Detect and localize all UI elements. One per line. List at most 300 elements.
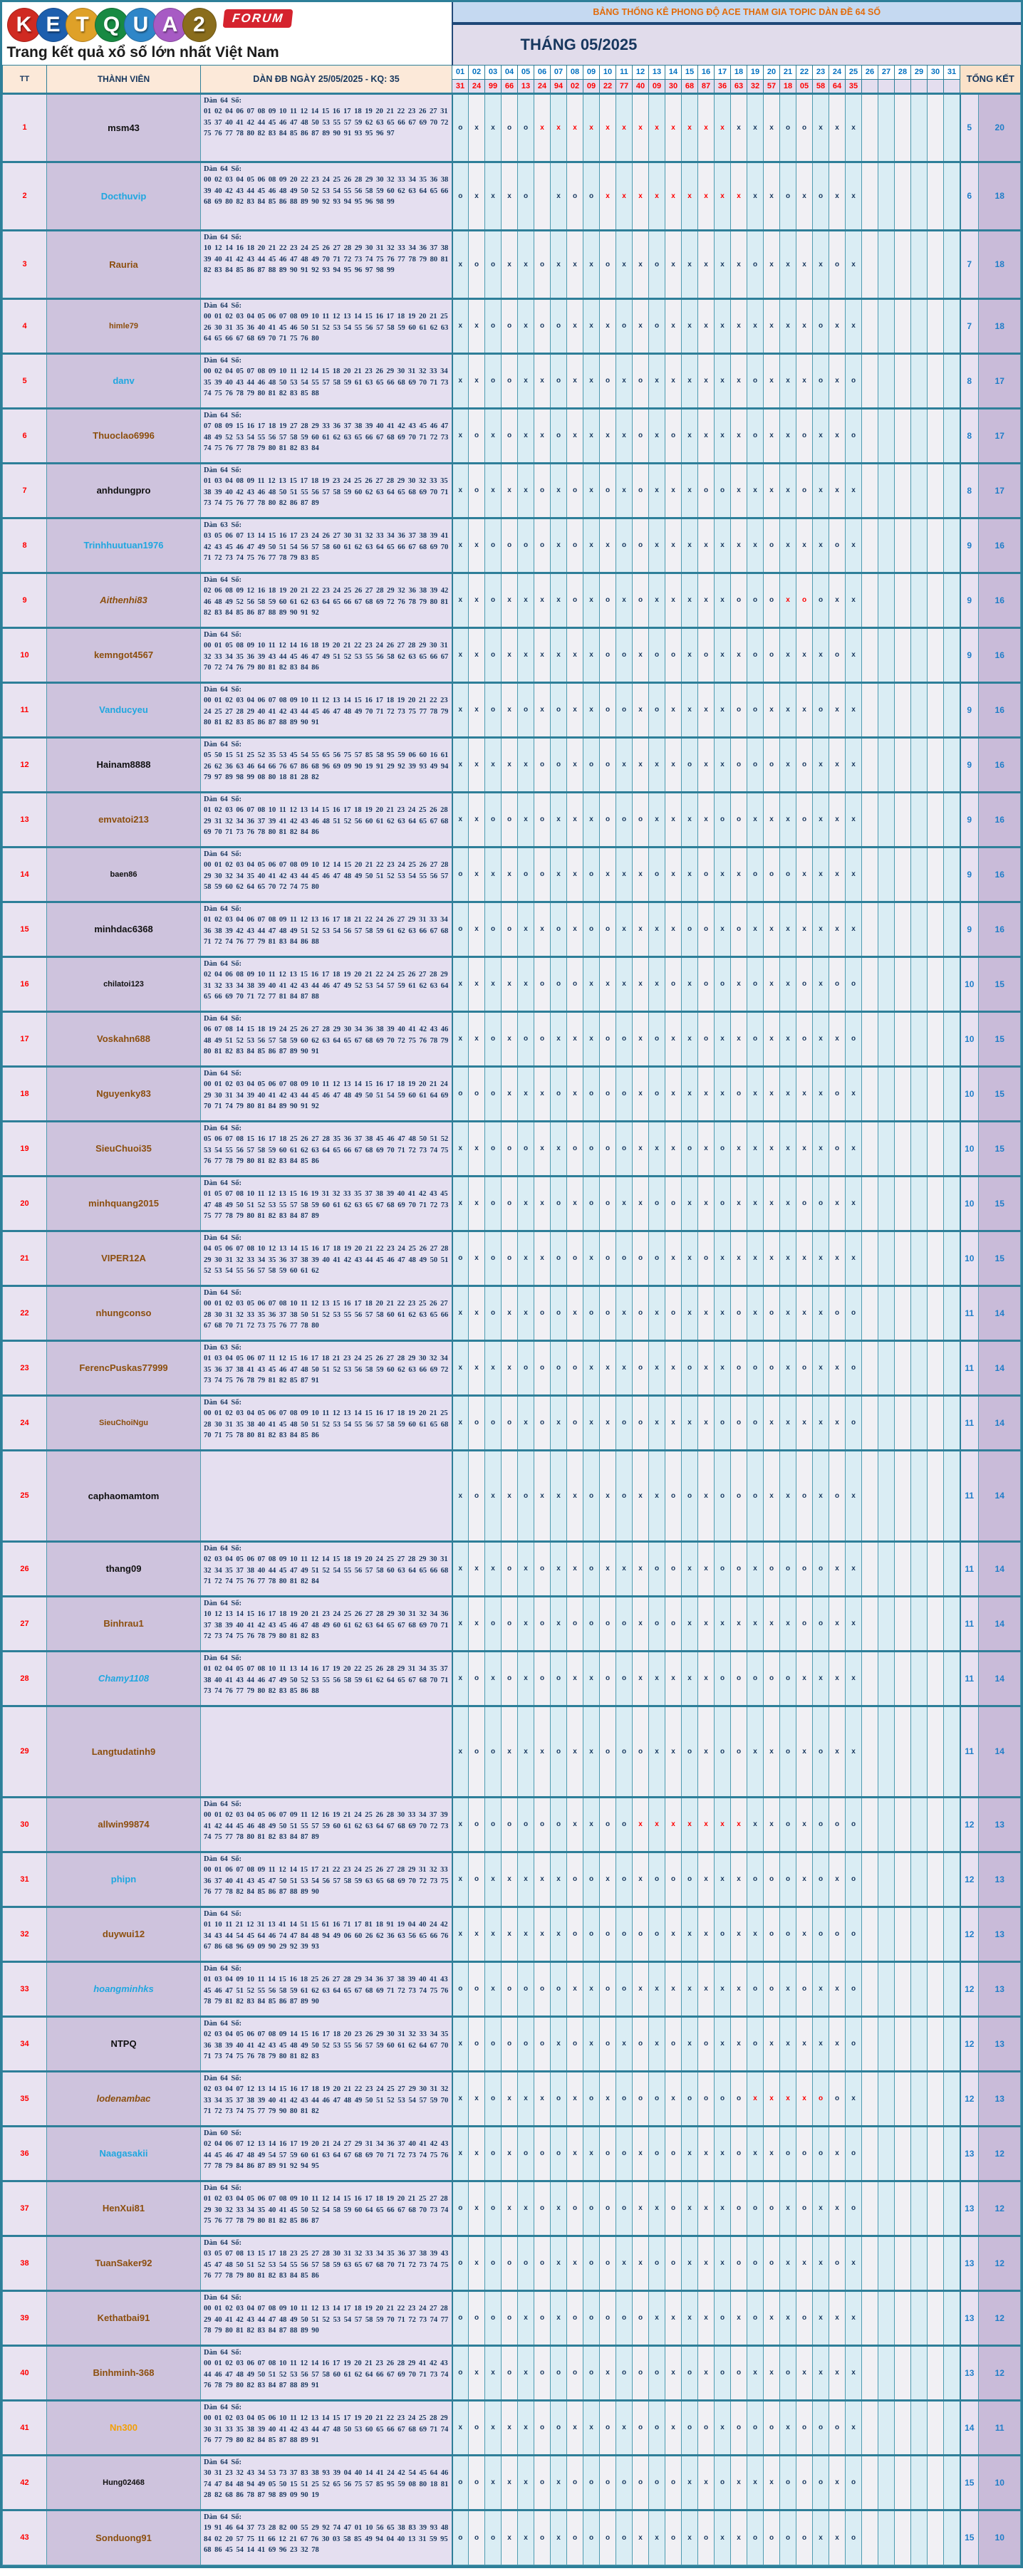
day-mark-cell [911,847,928,902]
day-mark-cell: o [567,1395,583,1450]
day-mark-cell: o [633,2345,649,2400]
day-mark-cell: o [616,1066,633,1121]
day-mark-cell: x [567,2236,583,2290]
dan-label: Dàn 64 Số: [204,1179,242,1187]
total-o-cell: 12 [960,1852,979,1907]
tt-cell: 19 [3,1121,47,1176]
day-mark-cell [911,902,928,956]
day-mark-cell [928,2126,944,2181]
day-mark-cell: o [600,2400,616,2455]
member-name-link[interactable]: phipn [47,1852,201,1907]
board-title: BẢNG THỐNG KÊ PHONG ĐỘ ACE THAM GIA TOPIC DÀN ĐỀ 64 SỐ [452,2,1021,24]
member-name-link[interactable]: SieuChuoi35 [47,1121,201,1176]
day-mark-cell: x [698,162,715,230]
day-mark-cell: x [846,2290,862,2345]
day-mark-cell: x [633,1176,649,1231]
day-mark-cell: o [649,682,665,737]
day-mark-cell: o [502,353,518,408]
day-mark-cell: x [682,2181,698,2236]
day-mark-cell: o [731,682,747,737]
day-mark-cell [911,1011,928,1066]
day-mark-cell [862,1852,878,1907]
day-mark-cell [944,1450,960,1541]
day-mark-cell: x [796,1286,813,1340]
day-mark-cell: o [600,2181,616,2236]
day-mark-cell: x [829,93,846,162]
day-mark-cell: x [567,2126,583,2181]
dan-numbers-cell [201,1395,452,1450]
dan-numbers-cell [201,230,452,298]
dan-numbers-cell [201,627,452,682]
day-mark-cell: x [633,93,649,162]
day-mark-cell: o [551,737,567,792]
day-mark-cell: o [747,2181,764,2236]
dan-number-list: 01 03 04 05 06 07 11 12 15 16 17 18 21 23 24 25 26 27 28 29 30 32 34 35 36 37 38 41 43 45 46 47 48 50 51 52 53 56 58 59 60 62 63 66 69 72 73 74 75 76 78 79 81 82 85 87 91 [204,1355,449,1385]
member-name-link[interactable]: Aithenhi83 [47,573,201,627]
day-mark-cell: x [633,1651,649,1706]
day-mark-cell: x [567,2071,583,2126]
day-mark-cell: x [715,353,731,408]
day-mark-cell: o [665,1852,682,1907]
dan-label: Dàn 64 Số: [204,630,242,639]
member-name-link[interactable]: Voskahn688 [47,1011,201,1066]
day-mark-cell: o [485,1011,502,1066]
day-mark-cell: o [583,2236,600,2290]
member-name-link[interactable]: Trinhhuutuan1976 [47,518,201,573]
day-mark-cell: o [780,1541,796,1596]
day-mark-cell: x [665,1231,682,1286]
total-x-cell: 14 [979,1651,1021,1706]
day-mark-cell: o [600,627,616,682]
member-name-link[interactable]: Hainam8888 [47,737,201,792]
day-header-cell: 28 [895,65,911,79]
day-mark-cell: x [665,1706,682,1797]
day-mark-cell: x [796,847,813,902]
day-mark-cell [895,1541,911,1596]
day-mark-cell: x [715,1231,731,1286]
member-name-link[interactable]: duywui12 [47,1907,201,1961]
day-mark-cell: o [796,1596,813,1651]
day-mark-cell: o [551,408,567,463]
day-mark-cell [862,2236,878,2290]
day-mark-cell [944,847,960,902]
day-mark-cell: x [534,353,551,408]
total-o-cell: 15 [960,2455,979,2510]
day-mark-cell [878,1231,895,1286]
day-mark-cell: o [485,1176,502,1231]
day-mark-cell: x [715,1852,731,1907]
member-name-link[interactable]: Binhrau1 [47,1596,201,1651]
day-header-cell: 12 [633,65,649,79]
member-row [3,2016,1021,2071]
member-name-link[interactable]: Hung02468 [47,2455,201,2510]
day-mark-cell: o [813,573,829,627]
day-mark-cell [928,93,944,162]
day-mark-cell: x [715,1340,731,1395]
day-mark-cell: o [715,956,731,1011]
day-mark-cell: o [469,230,485,298]
total-x-cell: 18 [979,298,1021,353]
day-mark-cell: o [715,1176,731,1231]
dan-label: Dàn 64 Số: [204,850,242,858]
logo-letter: U [124,8,158,42]
day-mark-cell [862,298,878,353]
day-header-cell: 22 [796,65,813,79]
total-x-cell: 13 [979,1852,1021,1907]
day-mark-cell: x [846,2345,862,2400]
day-mark-cell [895,1651,911,1706]
day-mark-cell [928,956,944,1011]
day-mark-cell [928,353,944,408]
day-mark-cell: o [452,2455,469,2510]
day-mark-cell [928,1286,944,1340]
logo-letter: K [7,8,41,42]
day-mark-cell [944,1286,960,1340]
day-mark-cell: o [813,1706,829,1797]
day-mark-cell: x [698,1651,715,1706]
member-name-link[interactable]: SieuChoiNgu [47,1395,201,1450]
day-mark-cell: o [485,2290,502,2345]
day-mark-cell: o [813,2126,829,2181]
day-mark-cell: x [583,1011,600,1066]
day-mark-cell: x [616,2236,633,2290]
day-mark-cell: x [829,2290,846,2345]
day-mark-cell: x [780,1340,796,1395]
total-x-cell: 14 [979,1706,1021,1797]
tt-cell: 14 [3,847,47,902]
day-mark-cell: x [764,1596,780,1651]
day-mark-cell: o [747,2290,764,2345]
day-mark-cell: x [485,2345,502,2400]
day-mark-cell [944,2455,960,2510]
member-name-link[interactable]: Naagasakii [47,2126,201,2181]
result-cell: 64 [829,79,846,93]
day-mark-cell: o [764,1340,780,1395]
day-mark-cell: x [682,573,698,627]
day-mark-cell [878,463,895,518]
day-mark-cell: o [747,1852,764,1907]
total-x-cell: 17 [979,408,1021,463]
day-mark-cell: x [813,792,829,847]
day-mark-cell: x [698,1340,715,1395]
day-mark-cell: o [616,1797,633,1852]
tt-cell: 5 [3,353,47,408]
day-mark-cell: x [485,408,502,463]
member-name-link[interactable]: Thuoclao6996 [47,408,201,463]
day-mark-cell [878,353,895,408]
day-mark-cell: o [846,2181,862,2236]
result-cell [895,79,911,93]
day-mark-cell: x [665,1066,682,1121]
day-mark-cell: x [731,956,747,1011]
member-name-link[interactable]: Langtudatinh9 [47,1706,201,1797]
day-mark-cell: x [452,1797,469,1852]
day-mark-cell [878,230,895,298]
day-mark-cell: x [665,162,682,230]
member-name-link[interactable]: emvatoi213 [47,792,201,847]
day-mark-cell: x [813,1286,829,1340]
day-header-cell: 16 [698,65,715,79]
day-mark-cell [862,1121,878,1176]
day-mark-cell: o [534,1286,551,1340]
member-name-link[interactable]: Rauria [47,230,201,298]
day-mark-cell: o [796,737,813,792]
total-x-cell: 12 [979,2236,1021,2290]
day-header-cell: 14 [665,65,682,79]
day-mark-cell [944,1541,960,1596]
day-mark-cell: x [764,1450,780,1541]
day-mark-cell: o [698,2510,715,2565]
member-name-link[interactable]: Nguyenky83 [47,1066,201,1121]
day-mark-cell: x [731,1797,747,1852]
day-mark-cell: o [600,573,616,627]
day-mark-cell [928,1340,944,1395]
total-x-cell: 10 [979,2455,1021,2510]
dan-numbers-cell [201,1286,452,1340]
day-mark-cell: o [813,1797,829,1852]
day-mark-cell: x [551,627,567,682]
day-mark-cell [895,1340,911,1395]
day-mark-cell: o [616,627,633,682]
day-mark-cell: x [764,1121,780,1176]
day-mark-cell: o [665,2236,682,2290]
member-name-link[interactable]: FerencPuskas77999 [47,1340,201,1395]
day-mark-cell: x [469,573,485,627]
day-mark-cell [944,298,960,353]
day-mark-cell: x [665,792,682,847]
day-mark-cell: x [731,1231,747,1286]
day-mark-cell: x [846,573,862,627]
day-mark-cell: x [502,1450,518,1541]
day-mark-cell [911,627,928,682]
day-mark-cell: x [813,737,829,792]
day-mark-cell [944,162,960,230]
day-mark-cell: o [633,353,649,408]
day-mark-cell: o [764,737,780,792]
day-mark-cell: o [715,1450,731,1541]
member-name-link[interactable]: Chamy1108 [47,1651,201,1706]
day-mark-cell: x [502,1852,518,1907]
dan-number-list: 01 05 07 08 10 11 12 13 15 16 19 31 32 33 35 37 38 39 40 41 42 43 45 47 48 49 50 51 52 53 55 57 58 59 60 61 62 63 65 67 68 69 70 71 72 73 75 77 78 79 80 81 82 83 84 87 89 [204,1190,449,1220]
day-mark-cell: o [796,408,813,463]
day-mark-cell: x [534,1450,551,1541]
dan-numbers-cell [201,2400,452,2455]
dan-number-list: 00 01 02 03 04 05 06 07 08 09 10 11 12 13 14 15 16 17 18 19 20 21 25 26 30 31 35 36 40 41 45 46 50 51 52 53 54 55 56 57 58 59 60 61 62 63 64 65 66 67 68 69 70 71 75 76 80 [204,313,449,343]
day-header-cell: 10 [600,65,616,79]
day-mark-cell: x [665,298,682,353]
day-mark-cell: x [747,792,764,847]
member-name-link[interactable]: lodenambac [47,2071,201,2126]
day-mark-cell: o [698,1231,715,1286]
result-cell: 58 [813,79,829,93]
day-mark-cell: o [485,573,502,627]
day-mark-cell: o [485,1395,502,1450]
member-name-link[interactable]: Vanducyeu [47,682,201,737]
day-mark-cell: x [764,2345,780,2400]
member-name-link[interactable]: Sonduong91 [47,2510,201,2565]
day-mark-cell: o [551,956,567,1011]
day-mark-cell [928,1596,944,1651]
tt-cell: 28 [3,1651,47,1706]
member-name-link[interactable]: Kethatbai91 [47,2290,201,2345]
member-name-link[interactable]: allwin99874 [47,1797,201,1852]
day-mark-cell: o [600,902,616,956]
member-name-link[interactable]: caphaomamtom [47,1450,201,1541]
dan-numbers-cell [201,682,452,737]
member-name-link[interactable]: msm43 [47,93,201,162]
day-mark-cell: x [502,2510,518,2565]
total-o-cell: 11 [960,1395,979,1450]
day-mark-cell [928,1907,944,1961]
day-mark-cell: o [846,2126,862,2181]
day-mark-cell: o [600,1907,616,1961]
member-name-link[interactable]: chilatoi123 [47,956,201,1011]
day-mark-cell [862,2290,878,2345]
day-mark-cell [911,1286,928,1340]
member-row [3,1121,1021,1176]
day-header-cell: 15 [682,65,698,79]
total-o-cell: 13 [960,2345,979,2400]
day-mark-cell: o [583,1596,600,1651]
day-mark-cell: x [583,1706,600,1797]
dan-numbers-cell [201,956,452,1011]
day-mark-cell: x [715,2510,731,2565]
day-mark-cell [878,2071,895,2126]
day-mark-cell: x [780,1121,796,1176]
day-mark-cell: x [649,1286,665,1340]
day-mark-cell: o [518,1121,534,1176]
day-mark-cell: o [846,1286,862,1340]
day-mark-cell: o [567,463,583,518]
day-mark-cell: o [600,1011,616,1066]
day-mark-cell: o [600,2126,616,2181]
member-name-link[interactable]: NTPQ [47,2016,201,2071]
day-mark-cell [878,2181,895,2236]
day-mark-cell: x [698,1797,715,1852]
day-mark-cell: x [567,902,583,956]
member-row [3,463,1021,518]
day-mark-cell: x [633,2236,649,2290]
member-name-link[interactable]: kemngot4567 [47,627,201,682]
total-o-cell: 6 [960,162,979,230]
member-name-link[interactable]: baen86 [47,847,201,902]
day-mark-cell: x [534,902,551,956]
day-mark-cell: o [649,627,665,682]
day-mark-cell: o [829,1121,846,1176]
day-mark-cell: o [846,1961,862,2016]
day-mark-cell: x [665,2400,682,2455]
day-mark-cell: x [583,1961,600,2016]
site-logo[interactable] [3,2,452,65]
member-name-link[interactable]: nhungconso [47,1286,201,1340]
day-mark-cell: o [633,1706,649,1797]
day-header-cell: 23 [813,65,829,79]
member-name-link[interactable]: thang09 [47,1541,201,1596]
day-mark-cell: o [665,627,682,682]
day-mark-cell: o [616,1961,633,2016]
day-mark-cell: o [534,1651,551,1706]
member-name-link[interactable]: minhquang2015 [47,1176,201,1231]
day-mark-cell: x [731,353,747,408]
day-mark-cell [928,1231,944,1286]
day-mark-cell: x [715,1596,731,1651]
day-mark-cell: o [796,1340,813,1395]
day-mark-cell: o [764,1907,780,1961]
member-name-link[interactable]: danv [47,353,201,408]
day-mark-cell: x [682,1651,698,1706]
day-mark-cell [944,573,960,627]
day-mark-cell: x [567,847,583,902]
day-mark-cell: x [583,2400,600,2455]
day-mark-cell: x [633,1852,649,1907]
day-mark-cell: x [502,1286,518,1340]
day-mark-cell: o [813,1907,829,1961]
day-mark-cell: o [747,1651,764,1706]
day-mark-cell [878,1797,895,1852]
total-x-cell: 12 [979,2290,1021,2345]
dan-numbers-cell [201,162,452,230]
member-name-link[interactable]: minhdac6368 [47,902,201,956]
result-cell: 94 [551,79,567,93]
day-mark-cell: x [813,1450,829,1541]
day-mark-cell: x [469,1286,485,1340]
day-mark-cell: o [502,93,518,162]
member-name-link[interactable]: Docthuvip [47,162,201,230]
day-mark-cell: x [846,1066,862,1121]
member-name-link[interactable]: TuanSaker92 [47,2236,201,2290]
member-name-link[interactable]: VIPER12A [47,1231,201,1286]
day-mark-cell [928,298,944,353]
day-mark-cell: x [698,1852,715,1907]
day-mark-cell [862,1286,878,1340]
day-mark-cell: x [698,298,715,353]
day-mark-cell: o [796,1011,813,1066]
day-mark-cell: o [502,298,518,353]
day-mark-cell: o [649,2455,665,2510]
day-mark-cell [878,737,895,792]
total-x-cell: 14 [979,1395,1021,1450]
day-mark-cell: o [747,2016,764,2071]
day-mark-cell: x [583,2016,600,2071]
day-mark-cell: x [583,463,600,518]
member-name-link[interactable]: Nn300 [47,2400,201,2455]
member-name-link[interactable]: HenXui81 [47,2181,201,2236]
day-mark-cell: x [715,162,731,230]
day-mark-cell: o [780,162,796,230]
member-name-link[interactable]: hoangminhks [47,1961,201,2016]
day-mark-cell: x [829,792,846,847]
day-mark-cell: x [813,847,829,902]
day-mark-cell: o [567,2510,583,2565]
total-o-cell: 10 [960,1011,979,1066]
day-mark-cell: o [485,1231,502,1286]
result-cell: 36 [715,79,731,93]
member-name-link[interactable]: himle79 [47,298,201,353]
day-mark-cell: o [649,1066,665,1121]
day-mark-cell [862,2181,878,2236]
dan-number-list: 05 50 15 51 25 52 35 53 45 54 55 65 56 75 57 85 58 95 59 06 60 16 61 26 62 36 63 46 64 66 76 67 86 68 96 69 09 90 19 91 29 92 39 93 49 94 79 97 89 98 99 08 80 18 81 28 82 [204,751,449,781]
day-mark-cell [895,1450,911,1541]
member-name-link[interactable]: anhdungpro [47,463,201,518]
day-mark-cell: o [747,737,764,792]
member-name-link[interactable]: Binhminh-368 [47,2345,201,2400]
day-mark-cell: x [780,627,796,682]
day-mark-cell: x [616,737,633,792]
day-mark-cell [911,162,928,230]
day-mark-cell [895,737,911,792]
day-mark-cell: x [502,1706,518,1797]
day-mark-cell: x [747,2071,764,2126]
